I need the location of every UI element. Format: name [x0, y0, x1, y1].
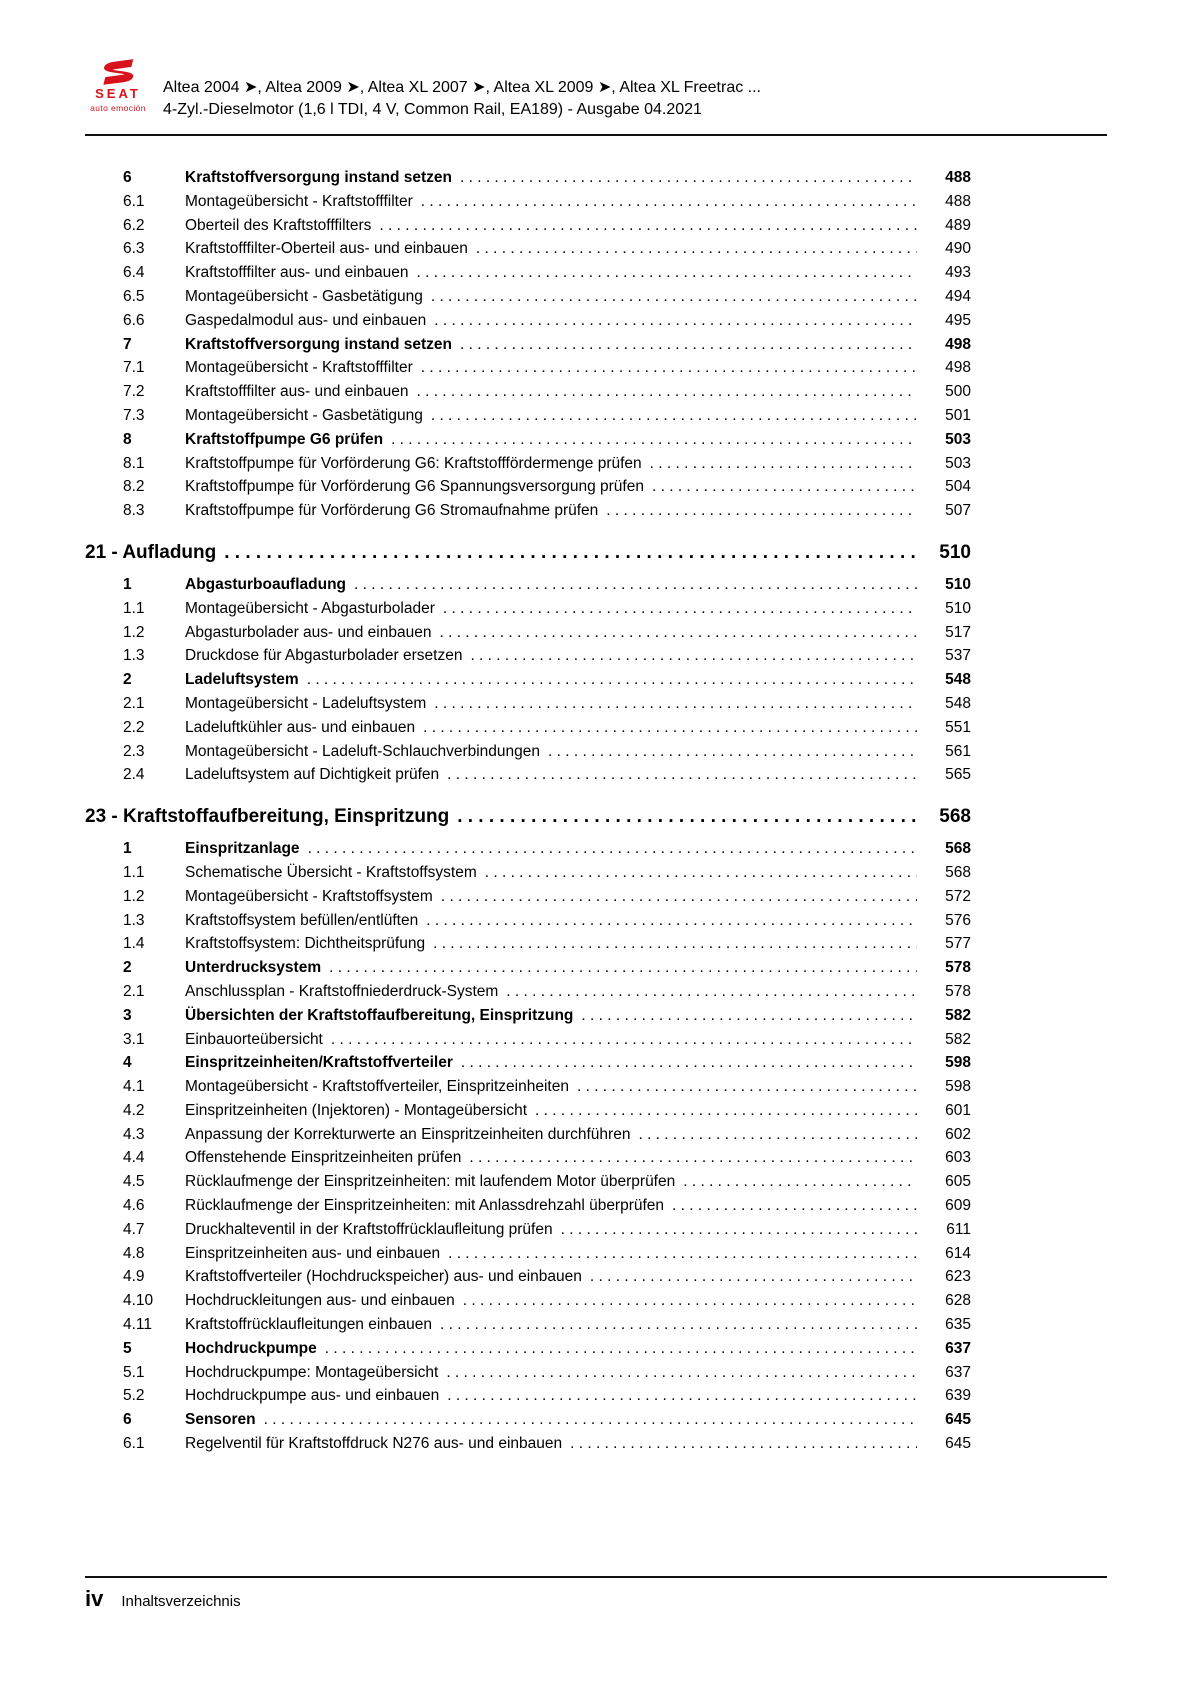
- toc-entry-page: 504: [945, 478, 971, 496]
- toc-entry-number: 4.11: [123, 1316, 153, 1334]
- toc-entry: [85, 1075, 971, 1099]
- toc-entry-number: 4.3: [123, 1125, 145, 1143]
- toc-entry-page: 493: [945, 264, 971, 282]
- dot-leader: [606, 499, 917, 523]
- toc-entry-page: 488: [945, 192, 971, 210]
- toc-entry-page: 609: [945, 1197, 971, 1215]
- toc-entry-title: Gaspedalmodul aus- und einbauen: [185, 311, 427, 329]
- toc-entry-page: 603: [945, 1149, 971, 1167]
- toc-entry: [85, 285, 971, 309]
- footer-label: Inhaltsverzeichnis: [121, 1593, 241, 1610]
- toc-entry-page: 498: [945, 335, 971, 353]
- toc-entry-title: Kraftstoffversorgung instand setzen: [185, 169, 452, 186]
- toc-entry: [85, 1123, 971, 1147]
- toc-entry-page: 503: [945, 454, 971, 472]
- toc-entry-page: 637: [945, 1339, 971, 1357]
- seat-s-icon: [98, 58, 138, 86]
- dot-leader: [506, 980, 917, 1004]
- toc-entry-title: Kraftstoffpumpe G6 prüfen: [185, 430, 384, 448]
- toc-entry-number: 2: [123, 959, 132, 977]
- dot-leader: [379, 214, 917, 238]
- toc-entry-page: 598: [945, 1078, 971, 1096]
- toc-entry-page: 510: [945, 575, 971, 593]
- toc-entry-number: 7.2: [123, 383, 145, 401]
- toc-entry-page: 500: [945, 383, 971, 401]
- dot-leader: [638, 1123, 917, 1147]
- toc-entry-number: 2.3: [123, 742, 145, 760]
- toc-entry: [85, 1170, 971, 1194]
- toc-entry-title: Druckhalteventil in der Kraftstoffrücklaufleitung prüfen: [185, 1220, 553, 1238]
- toc-entry-number: 4: [123, 1054, 132, 1072]
- toc-entry: [85, 428, 971, 452]
- toc-entry-page: 503: [945, 430, 971, 448]
- toc-entry-number: 2.2: [123, 718, 145, 736]
- toc-entry: [85, 452, 971, 476]
- dot-leader: [264, 1408, 917, 1432]
- toc-entry-page: 635: [945, 1316, 971, 1334]
- toc-entry-number: 3: [123, 1006, 132, 1024]
- toc-entry-page: 572: [945, 887, 971, 905]
- toc-entry-page: 495: [945, 311, 971, 329]
- toc-entry: [85, 597, 971, 621]
- toc-entry: [85, 333, 971, 357]
- toc-entry-title: Montageübersicht - Kraftstoffverteiler, Einspritzeinheiten: [185, 1078, 569, 1096]
- dot-leader: [548, 740, 917, 764]
- toc-chapter-page: 510: [939, 541, 971, 563]
- toc-entry-page: 507: [945, 502, 971, 520]
- toc-entry: [85, 499, 971, 523]
- dot-leader: [421, 356, 917, 380]
- toc-entry-number: 8: [123, 430, 132, 448]
- toc-entry-number: 1.1: [123, 863, 145, 881]
- dot-leader: [431, 285, 917, 309]
- toc-entry-title: Ladeluftsystem: [185, 671, 299, 689]
- toc-entry-number: 5.1: [123, 1363, 145, 1381]
- toc-entry-number: 2.1: [123, 694, 145, 712]
- toc-entry: [85, 1289, 971, 1313]
- toc-entry: [85, 356, 971, 380]
- toc-entry-page: 510: [945, 599, 971, 617]
- footer-divider: [85, 1576, 1107, 1578]
- dot-leader: [463, 1289, 917, 1313]
- toc-entry: [85, 404, 971, 428]
- toc-entry-number: 4.5: [123, 1173, 145, 1191]
- toc-entry-title: Montageübersicht - Gasbetätigung: [185, 406, 423, 424]
- toc-entry: [85, 573, 971, 597]
- toc-entry-title: Sensoren: [185, 1411, 256, 1429]
- header-text: [163, 77, 761, 121]
- toc-entry-title: Montageübersicht - Kraftstoffsystem: [185, 887, 433, 905]
- toc-entry-title: Montageübersicht - Kraftstofffilter: [185, 192, 413, 210]
- toc-entry-title: Ladeluftsystem auf Dichtigkeit prüfen: [185, 766, 440, 784]
- toc-entry: [85, 980, 971, 1004]
- dot-leader: [434, 309, 917, 333]
- toc-entry-page: 645: [945, 1411, 971, 1429]
- toc-entry-number: 7: [123, 335, 132, 353]
- toc-entry-number: 1: [123, 575, 132, 593]
- toc-entry: [85, 763, 971, 787]
- toc-entry-title: Abgasturbolader aus- und einbauen: [185, 623, 432, 641]
- toc-entry-number: 1.3: [123, 647, 145, 665]
- toc-entry-title: Montageübersicht - Ladeluft-Schlauchverbindungen: [185, 742, 541, 760]
- toc-entry-number: 4.8: [123, 1244, 145, 1262]
- dot-leader: [535, 1099, 917, 1123]
- seat-logo-wordmark: SEAT: [95, 86, 141, 101]
- toc-entry-title: Anpassung der Korrekturwerte an Einspritzeinheiten durchführen: [185, 1125, 631, 1143]
- toc-entry-title: Kraftstoffpumpe für Vorförderung G6: Kraftstofffördermenge prüfen: [185, 454, 642, 472]
- toc-entry-number: 6: [123, 169, 132, 186]
- toc-entry: [85, 1028, 971, 1052]
- toc-entry-title: Kraftstofffilter aus- und einbauen: [185, 264, 409, 282]
- toc-entry-number: 1.2: [123, 623, 145, 641]
- toc-entry-title: Regelventil für Kraftstoffdruck N276 aus- und einbauen: [185, 1435, 563, 1453]
- dot-leader: [590, 1265, 917, 1289]
- toc-entry-number: 1.3: [123, 911, 145, 929]
- dot-leader: [577, 1075, 917, 1099]
- toc-entry: [85, 1265, 971, 1289]
- toc-entry-page: 628: [945, 1292, 971, 1310]
- toc-entry-number: 4.4: [123, 1149, 145, 1167]
- dot-leader: [426, 909, 917, 933]
- toc-entry-number: 6.1: [123, 192, 145, 210]
- toc-entry-title: Hochdruckleitungen aus- und einbauen: [185, 1292, 455, 1310]
- toc-entry-page: 598: [945, 1054, 971, 1072]
- toc-entry: [85, 837, 971, 861]
- toc-entry-title: Druckdose für Abgasturbolader ersetzen: [185, 647, 463, 665]
- toc-entry: [85, 1432, 971, 1456]
- page-footer: [85, 1576, 1107, 1612]
- toc-entry-title: Kraftstoffpumpe für Vorförderung G6 Stromaufnahme prüfen: [185, 502, 599, 520]
- dot-leader: [672, 1194, 917, 1218]
- dot-leader: [448, 1242, 917, 1266]
- toc-entry: [85, 1218, 971, 1242]
- toc-entry-number: 5: [123, 1339, 132, 1357]
- toc-entry-page: 501: [945, 406, 971, 424]
- toc-entry-title: Kraftstoffrücklaufleitungen einbauen: [185, 1316, 433, 1334]
- toc-entry-page: 582: [945, 1030, 971, 1048]
- toc-entry-number: 7.3: [123, 406, 145, 424]
- toc-entry-number: 1.1: [123, 599, 145, 617]
- toc-entry: [85, 909, 971, 933]
- toc-entry-page: 623: [945, 1268, 971, 1286]
- toc-entry-page: 602: [945, 1125, 971, 1143]
- toc-entry: [85, 740, 971, 764]
- toc-entry-page: 578: [945, 982, 971, 1000]
- toc-entry-page: 605: [945, 1173, 971, 1191]
- dot-leader: [443, 597, 917, 621]
- toc-entry: [85, 885, 971, 909]
- toc-entry: [85, 475, 971, 499]
- toc-entry-number: 6.3: [123, 240, 145, 258]
- toc-entry-page: 548: [945, 671, 971, 689]
- toc-entry-number: 1.4: [123, 935, 145, 953]
- toc-chapter-title: 23 - Kraftstoffaufbereitung, Einspritzung: [85, 806, 450, 828]
- dot-leader: [307, 668, 917, 692]
- toc-entry: [85, 380, 971, 404]
- toc-entry-page: 537: [945, 647, 971, 665]
- toc-entry-number: 1: [123, 840, 132, 858]
- toc-entry-page: 488: [945, 169, 971, 186]
- dot-leader: [581, 1004, 917, 1028]
- toc-entry-number: 4.6: [123, 1197, 145, 1215]
- toc-entry-page: 568: [945, 840, 971, 858]
- dot-leader: [224, 538, 917, 568]
- toc-entry-title: Kraftstofffilter aus- und einbauen: [185, 383, 409, 401]
- toc-entry-page: 565: [945, 766, 971, 784]
- toc-entry: [85, 621, 971, 645]
- dot-leader: [391, 428, 917, 452]
- dot-leader: [650, 452, 917, 476]
- dot-leader: [433, 932, 917, 956]
- toc-entry: [85, 1146, 971, 1170]
- toc-entry: [85, 644, 971, 668]
- footer-page-number: iv: [85, 1586, 104, 1611]
- dot-leader: [441, 885, 917, 909]
- toc-entry: [85, 1384, 971, 1408]
- toc-entry: [85, 1361, 971, 1385]
- toc: [85, 166, 971, 1456]
- toc-entry-title: Kraftstoffpumpe für Vorförderung G6 Spannungsversorgung prüfen: [185, 478, 644, 496]
- toc-entry-title: Montageübersicht - Kraftstofffilter: [185, 359, 413, 377]
- toc-entry-number: 4.2: [123, 1101, 145, 1119]
- toc-entry-title: Abgasturboaufladung: [185, 575, 347, 593]
- dot-leader: [354, 573, 917, 597]
- toc-entry: [85, 1242, 971, 1266]
- toc-entry-title: Übersichten der Kraftstoffaufbereitung, Einspritzung: [185, 1006, 574, 1024]
- dot-leader: [416, 380, 917, 404]
- dot-leader: [447, 1384, 917, 1408]
- toc-entry-title: Schematische Übersicht - Kraftstoffsystem: [185, 863, 477, 881]
- toc-entry-number: 6.6: [123, 311, 145, 329]
- toc-entry-page: 637: [945, 1363, 971, 1381]
- toc-entry: [85, 932, 971, 956]
- toc-chapter-page: 568: [939, 806, 971, 828]
- toc-entry-page: 498: [945, 359, 971, 377]
- toc-entry-title: Oberteil des Kraftstofffilters: [185, 216, 372, 234]
- toc-entry-page: 548: [945, 694, 971, 712]
- toc-entry-title: Kraftstoffverteiler (Hochdruckspeicher) aus- und einbauen: [185, 1268, 582, 1286]
- dot-leader: [329, 956, 917, 980]
- toc-entry-number: 4.10: [123, 1292, 154, 1310]
- toc-entry: [85, 190, 971, 214]
- toc-entry-page: 489: [945, 216, 971, 234]
- dot-leader: [434, 692, 917, 716]
- toc-chapter-heading: [85, 802, 971, 832]
- dot-leader: [652, 475, 917, 499]
- toc-entry: [85, 214, 971, 238]
- dot-leader: [421, 190, 917, 214]
- toc-entry-number: 1.2: [123, 887, 145, 905]
- toc-entry-title: Rücklaufmenge der Einspritzeinheiten: mit laufendem Motor überprüfen: [185, 1173, 676, 1191]
- dot-leader: [570, 1432, 917, 1456]
- toc-entry: [85, 1051, 971, 1075]
- toc-entry: [85, 692, 971, 716]
- toc-entry-page: 561: [945, 742, 971, 760]
- toc-entry-title: Kraftstoffversorgung instand setzen: [185, 335, 452, 353]
- toc-entry-title: Einspritzeinheiten (Injektoren) - Montageübersicht: [185, 1101, 528, 1119]
- dot-leader: [470, 644, 917, 668]
- toc-entry-title: Montageübersicht - Abgasturbolader: [185, 599, 435, 617]
- toc-entry-title: Hochdruckpumpe aus- und einbauen: [185, 1387, 440, 1405]
- toc-entry: [85, 1099, 971, 1123]
- seat-logo: [85, 58, 151, 121]
- toc-entry-title: Montageübersicht - Gasbetätigung: [185, 287, 423, 305]
- dot-leader: [485, 861, 917, 885]
- toc-entry-number: 2: [123, 671, 132, 689]
- toc-entry-title: Rücklaufmenge der Einspritzeinheiten: mit Anlassdrehzahl überprüfen: [185, 1197, 665, 1215]
- toc-entry-title: Ladeluftkühler aus- und einbauen: [185, 718, 416, 736]
- toc-entry-number: 2.4: [123, 766, 145, 784]
- dot-leader: [460, 166, 917, 190]
- toc-entry-number: 8.3: [123, 502, 145, 520]
- dot-leader: [476, 237, 917, 261]
- dot-leader: [325, 1337, 917, 1361]
- toc-entry-number: 2.1: [123, 982, 145, 1000]
- toc-entry-title: Unterdrucksystem: [185, 959, 322, 977]
- toc-entry: [85, 166, 971, 190]
- toc-entry-number: 3.1: [123, 1030, 145, 1048]
- toc-entry: [85, 716, 971, 740]
- toc-entry: [85, 861, 971, 885]
- dot-leader: [683, 1170, 917, 1194]
- toc-entry-page: 614: [945, 1244, 971, 1262]
- dot-leader: [423, 716, 917, 740]
- toc-entry: [85, 668, 971, 692]
- toc-entry-number: 4.7: [123, 1220, 145, 1238]
- toc-entry-title: Offenstehende Einspritzeinheiten prüfen: [185, 1149, 462, 1167]
- toc-entry-title: Einspritzeinheiten aus- und einbauen: [185, 1244, 441, 1262]
- toc-entry-page: 645: [945, 1435, 971, 1453]
- toc-entry-title: Einbauorteübersicht: [185, 1030, 323, 1048]
- toc-entry-page: 551: [945, 718, 971, 736]
- toc-entry-title: Einspritzeinheiten/Kraftstoffverteiler: [185, 1054, 453, 1072]
- toc-entry-number: 6.5: [123, 287, 145, 305]
- dot-leader: [469, 1146, 917, 1170]
- toc-entry-number: 4.1: [123, 1078, 145, 1096]
- dot-leader: [331, 1028, 917, 1052]
- toc-entry-page: 582: [945, 1006, 971, 1024]
- toc-entry-title: Montageübersicht - Ladeluftsystem: [185, 694, 427, 712]
- toc-entry-number: 6.2: [123, 216, 145, 234]
- toc-entry: [85, 261, 971, 285]
- toc-entry-title: Kraftstofffilter-Oberteil aus- und einbauen: [185, 240, 468, 258]
- toc-entry-number: 6.4: [123, 264, 145, 282]
- page-header: [85, 58, 1107, 121]
- toc-chapter-title: 21 - Aufladung: [85, 541, 217, 563]
- toc-entry-number: 6.1: [123, 1435, 145, 1453]
- dot-leader: [460, 333, 917, 357]
- dot-leader: [440, 1313, 917, 1337]
- dot-leader: [308, 837, 917, 861]
- toc-entry-page: 494: [945, 287, 971, 305]
- toc-entry-title: Anschlussplan - Kraftstoffniederdruck-System: [185, 982, 499, 1000]
- toc-entry-number: 5.2: [123, 1387, 145, 1405]
- engine-edition-line: 4-Zyl.-Dieselmotor (1,6 l TDI, 4 V, Common Rail, EA189) - Ausgabe 04.2021: [163, 101, 702, 118]
- toc-entry: [85, 1337, 971, 1361]
- header-divider: [85, 134, 1107, 136]
- toc-chapter-heading: [85, 538, 971, 568]
- toc-entry-page: 490: [945, 240, 971, 258]
- dot-leader: [446, 1361, 917, 1385]
- model-range-line: Altea 2004 ➤, Altea 2009 ➤, Altea XL 2007 ➤, Altea XL 2009 ➤, Altea XL Freetrac ...: [163, 79, 761, 96]
- footer-row: [85, 1586, 1107, 1612]
- toc-entry: [85, 309, 971, 333]
- toc-entry-page: 568: [945, 863, 971, 881]
- dot-leader: [461, 1051, 917, 1075]
- toc-entry-page: 576: [945, 911, 971, 929]
- toc-entry-number: 8.1: [123, 454, 145, 472]
- toc-entry-page: 517: [945, 623, 971, 641]
- toc-entry: [85, 1194, 971, 1218]
- toc-entry: [85, 1313, 971, 1337]
- dot-leader: [439, 621, 917, 645]
- toc-entry-number: 4.9: [123, 1268, 145, 1286]
- toc-entry-number: 6: [123, 1411, 132, 1429]
- toc-entry-page: 611: [946, 1220, 971, 1238]
- toc-entry-title: Kraftstoffsystem befüllen/entlüften: [185, 911, 419, 929]
- toc-entry-number: 7.1: [123, 359, 145, 377]
- toc-entry-title: Hochdruckpumpe: Montageübersicht: [185, 1363, 439, 1381]
- toc-entry: [85, 1004, 971, 1028]
- toc-entry: [85, 1408, 971, 1432]
- toc-entry: [85, 956, 971, 980]
- dot-leader: [561, 1218, 917, 1242]
- toc-entry-number: 8.2: [123, 478, 145, 496]
- seat-logo-tagline: auto emoción: [90, 103, 146, 114]
- toc-entry-page: 578: [945, 959, 971, 977]
- toc-entry-title: Kraftstoffsystem: Dichtheitsprüfung: [185, 935, 426, 953]
- toc-entry-title: Hochdruckpumpe: [185, 1339, 317, 1357]
- toc-entry-title: Einspritzanlage: [185, 840, 300, 858]
- dot-leader: [431, 404, 917, 428]
- toc-entry: [85, 237, 971, 261]
- toc-entry-page: 577: [945, 935, 971, 953]
- dot-leader: [447, 763, 917, 787]
- toc-entry-page: 639: [945, 1387, 971, 1405]
- dot-leader: [416, 261, 917, 285]
- toc-entry-page: 601: [945, 1101, 971, 1119]
- dot-leader: [457, 802, 917, 832]
